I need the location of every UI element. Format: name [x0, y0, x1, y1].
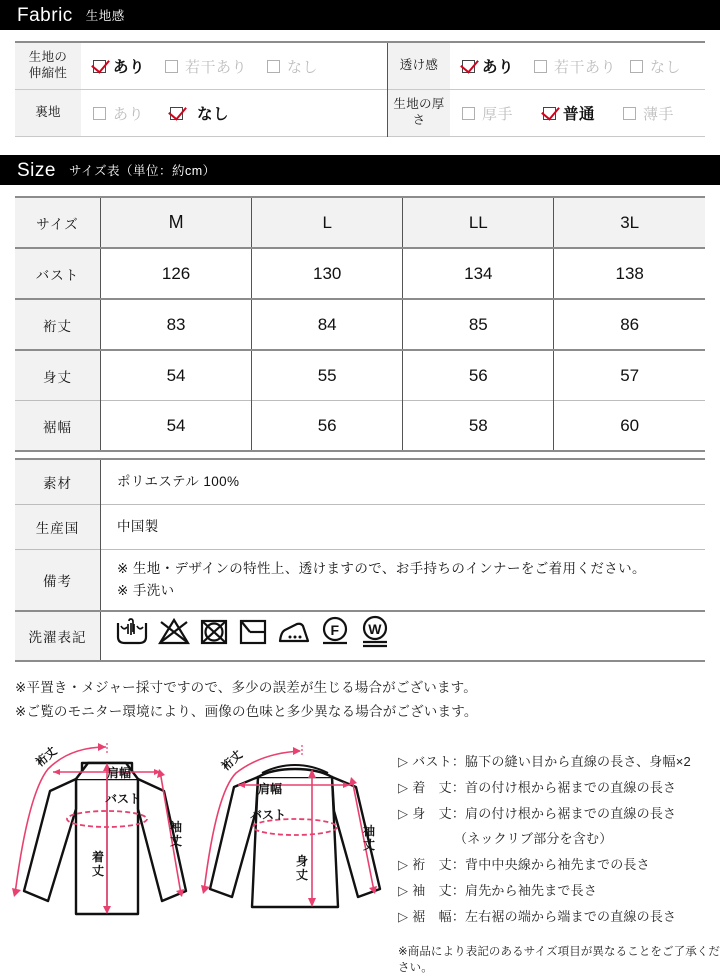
fabric-title-jp: 生地感	[85, 8, 125, 23]
size-col-header-l: L	[252, 197, 403, 248]
legend-desc: 肩先から袖先まで長さ	[465, 882, 598, 898]
table-row	[15, 401, 705, 452]
table-row	[15, 90, 705, 137]
checkbox-sheer-jakkan[interactable]	[534, 56, 616, 77]
checkbox-stretch-nashi[interactable]	[267, 56, 318, 77]
thickness-label	[388, 90, 451, 137]
table-row	[15, 505, 705, 550]
svg-text:丈: 丈	[170, 834, 183, 849]
legend-term: バスト	[412, 754, 452, 770]
lining-label	[15, 90, 81, 137]
triangle-bullet-icon: ▷	[398, 805, 409, 821]
no-bleach-icon	[158, 617, 190, 654]
checkbox-icon	[623, 107, 636, 120]
legend-term: 袖 丈	[412, 882, 452, 898]
diagram-label-bust: バスト	[105, 792, 142, 807]
lining-label-text: 裏地	[35, 105, 61, 120]
country-value: 中国製	[101, 505, 706, 550]
table-row	[15, 248, 705, 299]
diagram-label-kataha: 肩幅	[107, 766, 132, 781]
diagram-label-mitake: 身	[296, 854, 309, 869]
legend-term: 裄 丈	[412, 857, 452, 873]
size-cell: 134	[403, 248, 554, 299]
svg-text:F: F	[330, 622, 340, 639]
diagram-label-yuki: 裄丈	[219, 749, 246, 774]
size-row-label-mitake: 身丈	[15, 350, 101, 401]
checkbox-icon	[462, 107, 475, 120]
size-cell: 58	[403, 401, 554, 452]
remarks-label: 備考	[15, 550, 101, 612]
size-row-label-bust: バスト	[15, 248, 101, 299]
size-cell: 84	[252, 299, 403, 350]
diagram-label-bust: バスト	[250, 808, 287, 823]
checkbox-icon	[267, 60, 280, 73]
checkbox-lining-ari[interactable]	[93, 103, 144, 124]
size-title-en: Size	[17, 159, 56, 181]
checkbox-stretch-ari[interactable]	[93, 55, 145, 77]
checkbox-icon	[543, 107, 556, 120]
fabric-section-header	[0, 0, 720, 30]
triangle-bullet-icon: ▷	[398, 779, 409, 795]
fabric-table	[15, 41, 705, 137]
lining-options	[81, 90, 388, 137]
checkbox-thickness-futsuu[interactable]	[543, 102, 595, 124]
svg-text:丈: 丈	[296, 868, 309, 883]
size-row-label-yuki: 裄丈	[15, 299, 101, 350]
diagram-label-sodetake: 袖	[363, 824, 376, 839]
legend-term: 身 丈	[412, 805, 452, 821]
size-cell: 86	[554, 299, 705, 350]
thickness-label-text: 生地の厚さ	[393, 97, 445, 127]
fabric-title-en: Fabric	[17, 4, 73, 26]
checkbox-icon	[170, 107, 183, 120]
footnote-line-1: ※平置き・メジャー採寸ですので、多少の誤差が生じる場合がございます。	[15, 680, 477, 695]
legend-desc: （ネックリブ部分を含む）	[454, 831, 613, 847]
checkbox-icon	[93, 60, 106, 73]
checkbox-icon	[93, 107, 106, 120]
checkbox-label: 普通	[563, 106, 596, 123]
iron-low-icon	[277, 617, 311, 654]
remarks-line-1: ※ 生地・デザインの特性上、透けますので、お手持ちのインナーをご着用ください。	[117, 560, 646, 576]
checkbox-lining-nashi[interactable]	[170, 102, 229, 124]
checkbox-thickness-usude[interactable]	[623, 103, 674, 124]
size-cell: 55	[252, 350, 403, 401]
checkbox-label: なし	[197, 106, 230, 123]
checkbox-label: 薄手	[643, 105, 675, 123]
material-value: ポリエステル 100%	[101, 459, 706, 505]
country-label: 生産国	[15, 505, 101, 550]
legend-item-sub	[398, 826, 720, 852]
diagram-label-sodetake: 袖	[170, 820, 183, 835]
legend-note: ※商品により表記のあるサイズ項目が異なることをご了承ください。	[398, 946, 720, 975]
fabric-stretch-options	[81, 42, 388, 90]
checkbox-thickness-atsude[interactable]	[462, 103, 513, 124]
diagram-label-kitake: 着	[92, 850, 105, 865]
size-col-header-3l: 3L	[554, 197, 705, 248]
dryclean-f-icon	[320, 616, 350, 655]
triangle-bullet-icon: ▷	[398, 754, 409, 770]
legend-item: ▷ 着 丈：首の付け根から裾までの直線の長さ	[398, 779, 677, 795]
size-title-jp: サイズ表（単位：約cm）	[68, 163, 216, 178]
legend-item: ▷ 袖 丈：肩先から袖先まで長さ	[398, 882, 598, 898]
fabric-stretch-label	[15, 42, 81, 90]
svg-text:丈: 丈	[92, 864, 105, 879]
diagram-label-kataha: 肩幅	[258, 782, 283, 797]
diagram-legend-area	[0, 739, 720, 975]
fabric-sheer-label	[388, 42, 451, 90]
checkbox-icon	[630, 60, 643, 73]
wetclean-w-icon	[359, 615, 391, 656]
legend-desc: 脇下の縫い目から直線の長さ、身幅×2	[465, 754, 691, 770]
checkbox-sheer-ari[interactable]	[462, 55, 514, 77]
legend-desc: 左右裾の端から端までの直線の長さ	[465, 908, 677, 924]
fabric-sheer-options	[450, 42, 705, 90]
fabric-stretch-label-line1: 生地の	[28, 50, 68, 65]
size-col-header-m: M	[101, 197, 252, 248]
checkbox-icon	[165, 60, 178, 73]
triangle-bullet-icon: ▷	[398, 908, 409, 924]
size-cell: 60	[554, 401, 705, 452]
fabric-sheer-label-text: 透け感	[399, 58, 439, 73]
legend-desc: 背中中央線から袖先までの長さ	[465, 857, 650, 873]
legend-item: ▷ バスト：脇下の縫い目から直線の長さ、身幅×2	[398, 754, 691, 770]
jacket-measurement-diagram	[10, 739, 200, 975]
checkbox-stretch-jakkan[interactable]	[165, 56, 247, 77]
size-cell: 85	[403, 299, 554, 350]
thickness-options	[450, 90, 705, 137]
remarks-value	[101, 550, 706, 612]
table-row	[15, 299, 705, 350]
checkbox-label: 若干あり	[185, 58, 248, 76]
size-cell: 126	[101, 248, 252, 299]
legend-desc: 肩の付け根から裾までの直線の長さ	[465, 805, 677, 821]
checkbox-icon	[534, 60, 547, 73]
table-row	[15, 350, 705, 401]
checkbox-label: なし	[650, 58, 682, 76]
table-row	[15, 611, 705, 661]
checkbox-label: あり	[113, 105, 145, 123]
triangle-bullet-icon: ▷	[398, 857, 409, 873]
care-icons-cell	[101, 611, 706, 661]
size-row-label-susohaba: 裾幅	[15, 401, 101, 452]
size-cell: 54	[101, 401, 252, 452]
flat-dry-in-shade-icon	[238, 617, 268, 654]
triangle-bullet-icon: ▷	[398, 882, 409, 898]
checkbox-label: あり	[113, 59, 146, 76]
checkbox-icon	[462, 60, 475, 73]
legend-desc: 首の付け根から裾までの直線の長さ	[465, 779, 677, 795]
pullover-measurement-diagram	[200, 739, 390, 975]
table-row	[15, 42, 705, 90]
measurement-legend	[398, 739, 720, 975]
svg-text:丈: 丈	[363, 838, 376, 853]
legend-item: ▷ 身 丈：肩の付け根から裾までの直線の長さ	[398, 805, 677, 821]
fabric-stretch-label-line2: 伸縮性	[28, 66, 68, 80]
legend-item: ▷ 裾 幅：左右裾の端から端までの直線の長さ	[398, 908, 677, 924]
size-section-header	[0, 155, 720, 185]
size-section	[0, 155, 720, 662]
hand-wash-icon	[115, 617, 149, 654]
remarks-line-2: ※ 手洗い	[117, 583, 175, 598]
size-cell: 83	[101, 299, 252, 350]
size-col-header-ll: LL	[403, 197, 554, 248]
size-cell: 56	[403, 350, 554, 401]
size-cell: 138	[554, 248, 705, 299]
table-row	[15, 459, 705, 505]
size-cell: 54	[101, 350, 252, 401]
care-label: 洗濯表記	[15, 611, 101, 661]
footnote-line-2: ※ご覧のモニター環境により、画像の色味と多少異なる場合がございます。	[15, 703, 478, 719]
legend-term: 裾 幅	[412, 908, 452, 924]
no-tumble-dry-icon	[199, 617, 229, 654]
size-cell: 130	[252, 248, 403, 299]
size-table-corner: サイズ	[15, 197, 101, 248]
diagram-label-yuki: 裄丈	[34, 745, 60, 770]
checkbox-sheer-nashi[interactable]	[630, 56, 681, 77]
checkbox-label: なし	[287, 58, 319, 76]
svg-text:W: W	[368, 621, 382, 638]
size-table-header-row	[15, 197, 705, 248]
footnotes	[15, 676, 720, 723]
checkbox-label: 厚手	[482, 105, 514, 123]
material-label: 素材	[15, 459, 101, 505]
checkbox-label: あり	[482, 59, 515, 76]
detail-table	[15, 458, 705, 662]
size-cell: 57	[554, 350, 705, 401]
checkbox-label: 若干あり	[554, 58, 617, 76]
fabric-table-wrap	[0, 41, 720, 137]
size-cell: 56	[252, 401, 403, 452]
legend-item: ▷ 裄 丈：背中中央線から袖先までの長さ	[398, 857, 650, 873]
table-row	[15, 550, 705, 612]
diagrams	[10, 739, 390, 975]
legend-term: 着 丈	[412, 779, 452, 795]
size-table	[15, 196, 705, 452]
